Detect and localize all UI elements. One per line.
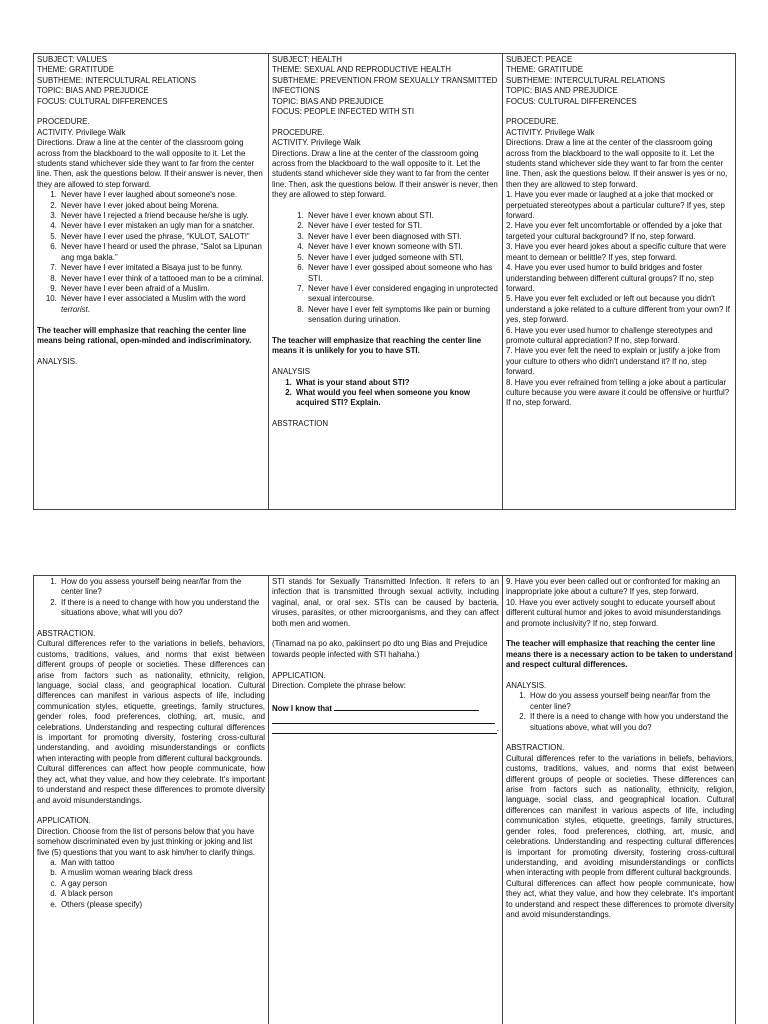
list-item: a. Man with tattoo xyxy=(59,858,265,868)
list-item: 2. What would you feel when someone you know acquired STI? Explain. xyxy=(294,388,499,409)
subtheme-line: SUBTHEME: INTERCULTURAL RELATIONS xyxy=(506,75,666,85)
teacher-emphasis: The teacher will emphasize that reaching the center line means it is unlikely for you to have STI. xyxy=(272,335,482,356)
list-item: 6. Have you ever used humor to challenge stereotypes and promote cultural appreciation? If no, step forward. xyxy=(506,325,713,345)
list-item: 3. Have you ever heard jokes about a specific culture that were meant to demean or belittle? If yes, step forward. xyxy=(506,242,727,262)
application-heading: APPLICATION. xyxy=(272,670,326,680)
abstraction-heading: ABSTRACTION. xyxy=(506,743,565,753)
subtheme-line: SUBTHEME: INTERCULTURAL RELATIONS xyxy=(37,75,197,85)
list-item: 8. Have you ever refrained from telling a joke about a particular culture because you were aware it could be offensive or hurtful? If no, step forward. xyxy=(506,377,730,408)
abstraction-paragraph: Cultural differences can affect how people communicate, how they act, what they value, and how they celebrate. It's important to understand and respect these differences to promote diversity and avoid misunderstandings. xyxy=(506,878,734,919)
procedure-heading: PROCEDURE. xyxy=(506,117,559,127)
abstraction-heading: ABSTRACTION. xyxy=(37,629,96,639)
abstraction-paragraph: Cultural differences refer to the variations in beliefs, behaviors, customs, traditions, values, and norms that exist between different groups of people or societies. These differences can arise from factors such as nationality, ethnicity, religion, language, social class, and geographical location. Cultural differences can manifest in various aspects of life, including communication styles, etiquette, greetings, family structures, gender roles, food preferences, clothing, art, music, and celebrations. Understanding and respecting cultural differences is important for promoting diversity, fostering cross-cultural understanding, and avoiding misunderstandings or conflicts when interacting with people from different cultural backgrounds. xyxy=(506,753,734,878)
analysis-questions xyxy=(272,378,499,409)
list-item: 1. Never have I ever laughed about someone's nose. xyxy=(59,190,265,200)
list-item: d. A black person xyxy=(59,889,265,899)
list-item: 4. Never have I ever mistaken an ugly man for a snatcher. xyxy=(59,221,265,231)
lesson-table-page-1 xyxy=(33,53,736,510)
focus-line: FOCUS: CULTURAL DIFFERENCES xyxy=(37,96,168,106)
item-text: Never have I ever associated a Muslim with the word xyxy=(61,294,246,304)
list-item: 4. Never have I ever known someone with STI. xyxy=(306,242,499,252)
topic-line: TOPIC: BIAS AND PREJUDICE xyxy=(37,86,149,96)
list-item: 2. Never have I ever tested for STI. xyxy=(306,221,499,231)
abstraction-heading: ABSTRACTION xyxy=(272,419,329,429)
topic-line: TOPIC: BIAS AND PREJUDICE xyxy=(272,96,384,106)
application-direction: Direction. Complete the phrase below: xyxy=(272,681,406,691)
list-item: 3. Never have I ever been diagnosed with STI. xyxy=(306,232,499,242)
list-item: 1. How do you assess yourself being near/far from the center line? xyxy=(59,577,265,598)
theme-line: THEME: SEXUAL AND REPRODUCTIVE HEALTH xyxy=(272,65,451,75)
never-have-i-list xyxy=(272,211,499,325)
teacher-note: (Tinamad na po ako, pakiinsert po dto ung Bias and Prejudice towards people infected with STI hahaha.) xyxy=(272,639,488,659)
analysis-heading: ANALYSIS xyxy=(272,367,311,377)
answer-blank xyxy=(334,702,479,711)
list-item: 8. Never have I ever felt symptoms like pain or burning sensation during urination. xyxy=(306,305,499,326)
list-item: b. A muslim woman wearing black dress xyxy=(59,868,265,878)
list-item: 6. Never have I heard or used the phrase, “Salot sa Lipunan ang mga bakla.” xyxy=(59,242,265,263)
complete-phrase xyxy=(272,702,499,714)
answer-line xyxy=(272,714,495,724)
focus-line: FOCUS: PEOPLE INFECTED WITH STI xyxy=(272,107,415,117)
list-item: 5. Never have I ever judged someone with STI. xyxy=(306,253,499,263)
procedure-heading: PROCEDURE. xyxy=(272,127,325,137)
item-italic-word: terrorist xyxy=(61,304,88,314)
subject-line: SUBJECT: PEACE xyxy=(506,55,573,64)
focus-line: FOCUS: CULTURAL DIFFERENCES xyxy=(506,96,637,106)
lesson-table-page-2 xyxy=(33,575,736,1024)
list-item: 5. Never have I ever used the phrase, “KULOT, SALOT!” xyxy=(59,232,265,242)
abstraction-paragraph: Cultural differences can affect how people communicate, how they act, what they value, and how they celebrate. It's important to understand and respect these differences to promote diversity and avoid misunderstandings. xyxy=(37,764,265,805)
list-item: 1. How do you assess yourself being near/far from the center line? xyxy=(528,691,734,712)
theme-line: THEME: GRATITUDE xyxy=(37,65,115,75)
analysis-heading: ANALYSIS. xyxy=(506,681,547,691)
application-heading: APPLICATION. xyxy=(37,816,91,826)
list-item: 9. Never have I ever been afraid of a Muslim. xyxy=(59,284,265,294)
list-item: e. Others (please specify) xyxy=(59,900,265,910)
phrase-start: Now I know that xyxy=(272,703,333,713)
directions-text: Directions. Draw a line at the center of the classroom going across from the blackboard to the wall opposite to it. Let the students stand whichever side they want to far from the center line. Then, ask the questions below. If their answer is never, then they are allowed to step forward. xyxy=(272,148,498,200)
procedure-heading: PROCEDURE. xyxy=(37,117,90,127)
list-item: 6. Never have I ever gossiped about someone who has STI. xyxy=(306,263,499,284)
theme-line: THEME: GRATITUDE xyxy=(506,65,584,75)
list-item: 9. Have you ever been called out or confronted for making an inappropriate joke about a culture? If yes, step forward. xyxy=(506,577,721,597)
teacher-emphasis: The teacher will emphasize that reaching the center line means being rational, open-minded and indiscriminatory. xyxy=(37,325,252,345)
subject-line: SUBJECT: HEALTH xyxy=(272,55,343,64)
analysis-questions xyxy=(37,577,265,619)
answer-line-end xyxy=(272,724,499,734)
answer-line xyxy=(272,724,497,734)
health-column xyxy=(269,54,503,509)
subtheme-line: SUBTHEME: PREVENTION FROM SEXUALLY TRANSMITTED INFECTIONS xyxy=(272,75,498,96)
list-item: 2. If there is a need to change with how you understand the situations above, what will you do? xyxy=(59,598,265,619)
analysis-heading: ANALYSIS. xyxy=(37,356,78,366)
directions-text: Directions. Draw a line at the center of the classroom going across from the blackboard to the wall opposite to it. Let the students stand whichever side they want to far from the center line. Then, ask the questions below. If their answer is yes or no, then they are allowed to step forward. xyxy=(506,138,728,189)
list-item: 5. Have you ever felt excluded or left out because you didn't understand a joke related to a culture different from your own? If yes, step forward. xyxy=(506,294,730,325)
values-column xyxy=(34,576,269,1024)
values-column xyxy=(34,54,269,509)
subject-line: SUBJECT: VALUES xyxy=(37,55,108,64)
list-item: 2. If there is a need to change with how you understand the situations above, what will you do? xyxy=(528,712,734,733)
list-item: 3. Never have I rejected a friend because he/she is ugly. xyxy=(59,211,265,221)
activity-heading: ACTIVITY. Privilege Walk xyxy=(37,127,126,137)
list-item: 1. Never have I ever known about STI. xyxy=(306,211,499,221)
list-item: 2. Never have I ever joked about being Morena. xyxy=(59,201,265,211)
list-item: 7. Never have I ever imitated a Bisaya just to be funny. xyxy=(59,263,265,273)
application-direction: Direction. Choose from the list of persons below that you have somehow discriminated even by just thinking or joking and list five (5) questions that you want to ask him/her to clarify things. xyxy=(37,826,255,857)
teacher-emphasis: The teacher will emphasize that reaching the center line means there is a necessary action to be taken to understand and respect cultural differences. xyxy=(506,639,733,670)
abstraction-paragraph: Cultural differences refer to the variations in beliefs, behaviors, customs, traditions, values, and norms that exist between different groups of people or societies. These differences can arise from factors such as nationality, ethnicity, religion, language, social class, and geographical location. Cultural differences can manifest in various aspects of life, including communication styles, etiquette, greetings, family structures, gender roles, food preferences, clothing, art, music, and celebrations. Understanding and respecting cultural differences is important for promoting diversity, fostering cross-cultural understanding, and avoiding misunderstandings or conflicts when interacting with people from different cultural backgrounds. xyxy=(37,639,265,763)
list-item: 7. Have you ever felt the need to explain or justify a joke from your culture to others who didn't understand it? If no, step forward. xyxy=(506,346,721,377)
end-mark: . xyxy=(496,724,499,734)
list-item: 4. Have you ever used humor to build bridges and foster understanding between different cultural groups? If no, step forward. xyxy=(506,263,714,293)
peace-column xyxy=(503,54,737,509)
list-item: 10. Have you ever actively sought to educate yourself about different cultural humor and jokes to avoid misunderstandings and promote inclusivity? If no, step forward. xyxy=(506,597,721,628)
list-item: 8. Never have I ever think of a tattooed man to be a criminal. xyxy=(59,274,265,284)
persons-list xyxy=(37,858,265,910)
list-item: c. A gay person xyxy=(59,879,265,889)
sti-definition: STI stands for Sexually Transmitted Infection. It refers to an infection that is transmitted through sexual activity, including vaginal, anal, or oral sex. STIs can be caused by bacteria, viruses, parasites, or other microorganisms, and they can affect both men and women. xyxy=(272,577,499,628)
directions-text: Directions. Draw a line at the center of the classroom going across from the blackboard to the wall opposite to it. Let the students stand whichever side they want to far from the center line. Then, ask the questions below. If their answer is never, then they are allowed to step forward. xyxy=(37,138,263,189)
topic-line: TOPIC: BIAS AND PREJUDICE xyxy=(506,86,618,96)
activity-heading: ACTIVITY. Privilege Walk xyxy=(272,138,361,148)
list-item: 1. Have you ever made or laughed at a joke that mocked or perpetuated stereotypes about a particular culture? If yes, step forward. xyxy=(506,190,725,221)
list-item: 1. What is your stand about STI? xyxy=(294,378,499,388)
list-item: 2. Have you ever felt uncomfortable or offended by a joke that targeted your cultural background? If no, step forward. xyxy=(506,221,722,241)
item-period: . xyxy=(87,304,90,314)
peace-column xyxy=(503,576,737,1024)
analysis-questions xyxy=(506,691,734,733)
health-column xyxy=(269,576,503,1024)
activity-heading: ACTIVITY. Privilege Walk xyxy=(506,127,595,137)
list-item xyxy=(59,294,265,315)
list-item: 7. Never have I ever considered engaging in unprotected sexual intercourse. xyxy=(306,284,499,305)
never-have-i-list xyxy=(37,190,265,315)
